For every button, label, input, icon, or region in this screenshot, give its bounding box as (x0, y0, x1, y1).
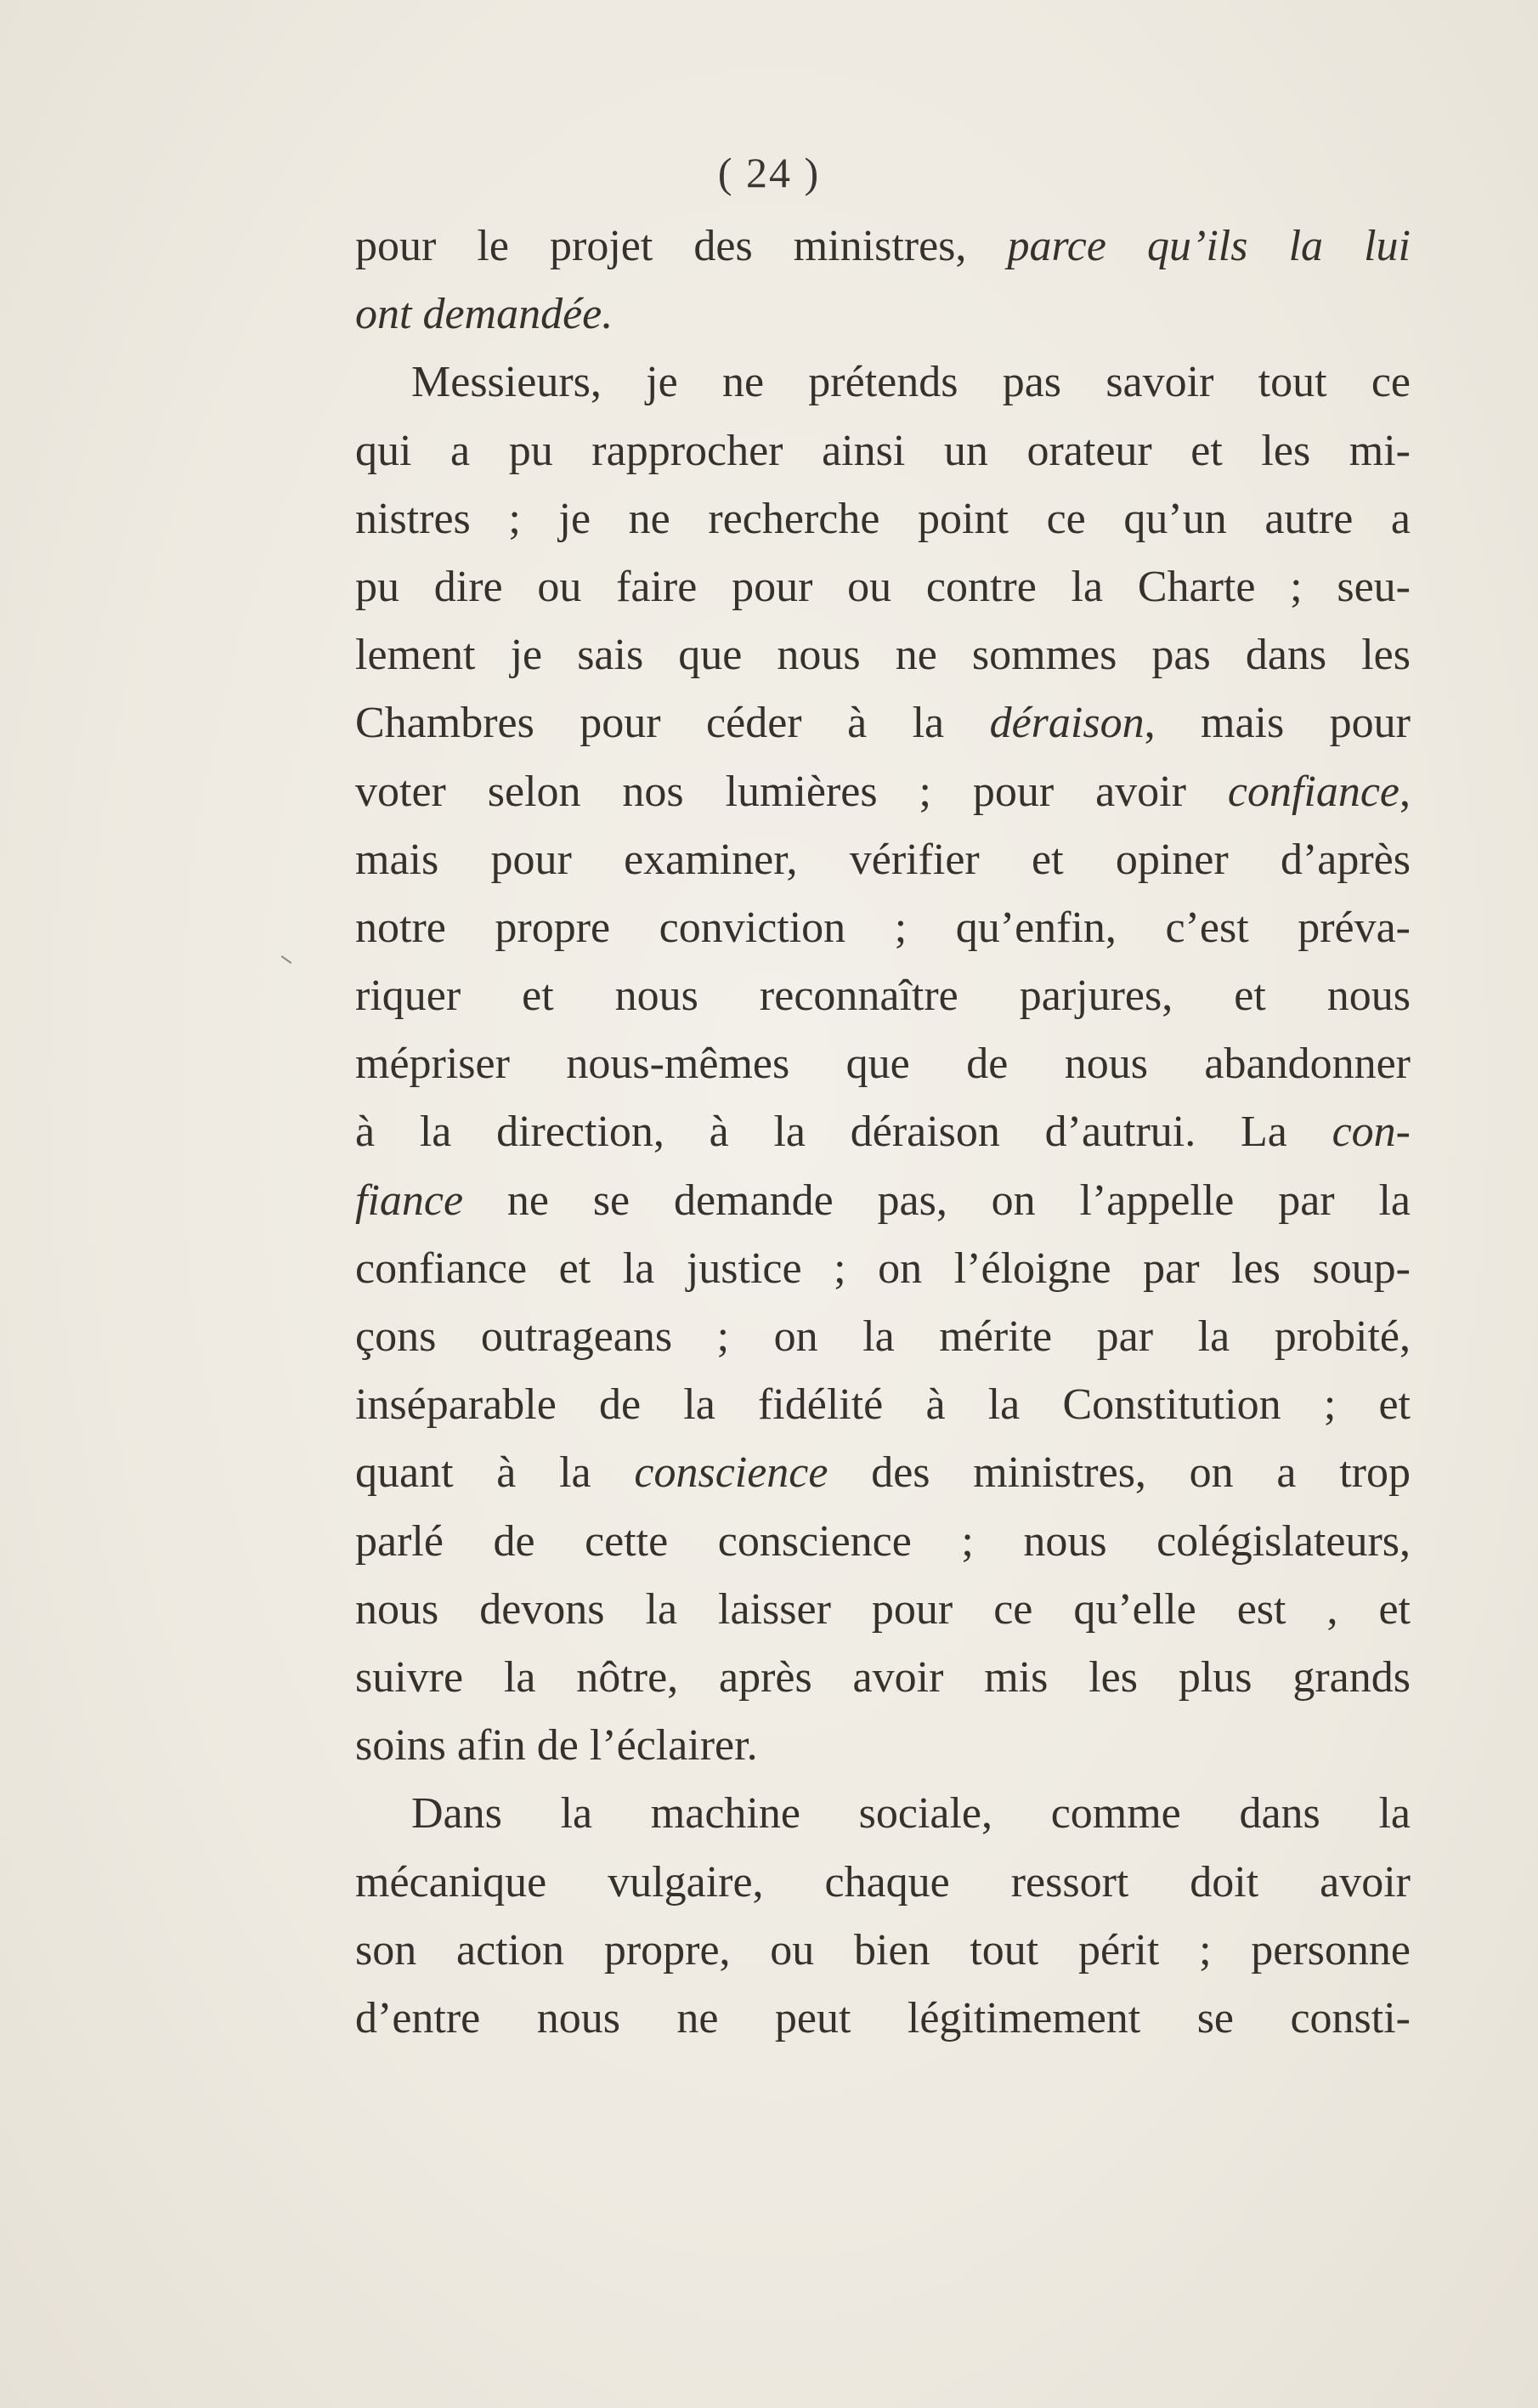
text-line (355, 1985, 1411, 2053)
text-line (355, 1439, 1411, 1507)
italic-text: con- (1332, 1108, 1411, 1157)
text-segment: çons outrageans ; on la mérite par la probité, (355, 1312, 1411, 1361)
text-line (355, 826, 1411, 894)
text-line (355, 894, 1411, 962)
text-line (355, 1780, 1411, 1848)
text-line (355, 1644, 1411, 1712)
text-segment: notre propre conviction ; qu’enfin, c’est préva- (355, 903, 1411, 952)
text-line (355, 1235, 1411, 1303)
text-segment: Chambres pour céder à la (355, 699, 990, 748)
text-segment: mécanique vulgaire, chaque ressort doit avoir (355, 1857, 1411, 1907)
text-line (355, 1508, 1411, 1576)
text-segment: à la direction, à la déraison d’autrui. La (355, 1108, 1332, 1157)
text-segment: mépriser nous-mêmes que de nous abandonner (355, 1040, 1411, 1089)
text-segment: parlé de cette conscience ; nous colégislateurs, (355, 1516, 1411, 1566)
text-segment: des ministres, on a trop (828, 1448, 1411, 1498)
text-line (355, 553, 1411, 621)
text-segment: soins afin de l’éclairer. (355, 1721, 758, 1771)
text-segment: confiance et la justice ; on l’éloigne par les soup- (355, 1244, 1411, 1293)
text-segment: , mais pour (1144, 699, 1411, 748)
text-segment: voter selon nos lumières ; pour avoir (355, 767, 1228, 816)
text-segment: d’entre nous ne peut légitimement se consti- (355, 1993, 1411, 2043)
italic-text: parce qu’ils la lui (1007, 222, 1411, 270)
text-segment: Dans la machine sociale, comme dans la (411, 1789, 1411, 1839)
text-line (355, 758, 1411, 826)
text-line (355, 348, 1411, 416)
text-line (355, 212, 1411, 280)
text-segment: inséparable de la fidélité à la Constitution ; et (355, 1380, 1411, 1430)
italic-text: conscience (634, 1448, 828, 1498)
text-segment: pu dire ou faire pour ou contre la Charte ; seu- (355, 562, 1411, 611)
text-segment: ne se demande pas, on l’appelle par la (463, 1176, 1411, 1225)
text-segment: suivre la nôtre, après avoir mis les plus grands (355, 1652, 1411, 1702)
text-line (355, 1030, 1411, 1098)
text-segment: mais pour examiner, vérifier et opiner d’après (355, 835, 1411, 884)
text-line (355, 485, 1411, 553)
text-segment: , (1399, 767, 1411, 816)
text-line (355, 1576, 1411, 1644)
text-line (355, 280, 1411, 348)
text-line (355, 1371, 1411, 1439)
text-segment: lement je sais que nous ne sommes pas dans les (355, 631, 1411, 680)
text-line (355, 621, 1411, 689)
text-line (355, 1303, 1411, 1371)
text-segment: Messieurs, je ne prétends pas savoir tout ce (411, 358, 1411, 407)
italic-text: confiance (1227, 767, 1399, 816)
text-line (355, 1712, 1411, 1780)
text-segment: son action propre, ou bien tout périt ; personne (355, 1925, 1411, 1975)
text-line (355, 1098, 1411, 1166)
text-segment: qui a pu rapprocher ainsi un orateur et les mi- (355, 426, 1411, 475)
text-segment: riquer et nous reconnaître parjures, et nous (355, 972, 1411, 1021)
text-segment: nous devons la laisser pour ce qu’elle est , et (355, 1584, 1411, 1634)
ink-speck (281, 955, 292, 964)
italic-text: ont demandée. (355, 290, 614, 339)
italic-text: déraison (989, 699, 1145, 748)
text-segment: quant à la (355, 1448, 635, 1498)
page-number: ( 24 ) (717, 149, 821, 196)
text-segment: pour le projet des ministres, (355, 222, 1008, 270)
text-line (355, 417, 1411, 485)
text-line (355, 962, 1411, 1030)
text-line (355, 689, 1411, 757)
text-segment: nistres ; je ne recherche point ce qu’un autre a (355, 494, 1411, 543)
body-text (355, 212, 1411, 2053)
italic-text: fiance (355, 1176, 464, 1225)
text-line (355, 1167, 1411, 1235)
text-line (355, 1849, 1411, 1917)
text-line (355, 1917, 1411, 1985)
